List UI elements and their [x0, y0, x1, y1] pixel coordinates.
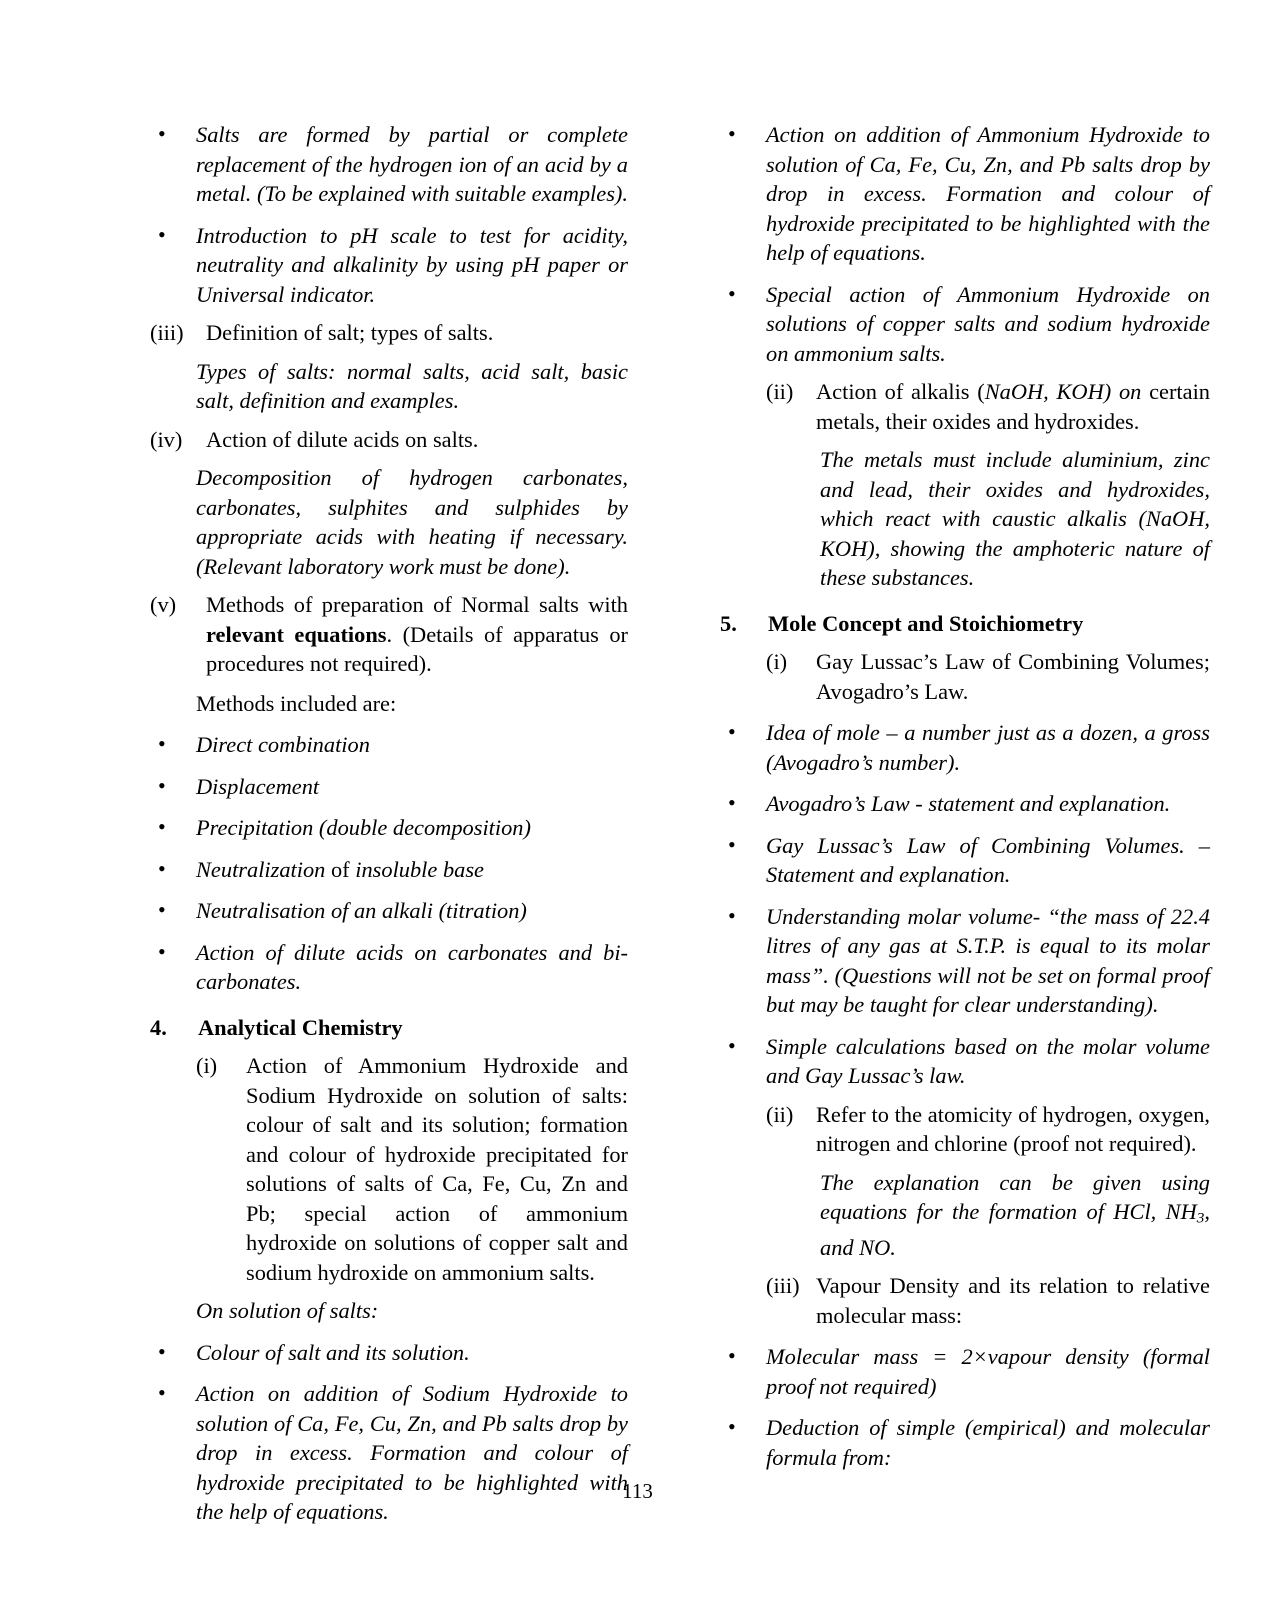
section-heading-5	[720, 609, 1210, 639]
method-insoluble-base: insoluble base	[355, 856, 484, 882]
item-marker: (i)	[766, 649, 788, 674]
list-item: • Avogadro’s Law - statement and explanation.	[720, 789, 1210, 819]
left-column	[150, 108, 640, 1527]
right-top-bullet-list	[720, 120, 1210, 368]
left-top-bullet-list	[150, 120, 628, 309]
item-text: Vapour Density and its relation to relative molecular mass:	[816, 1273, 1210, 1328]
item-marker: (v)	[150, 592, 177, 617]
item-text: Definition of salt; types of salts.	[206, 320, 494, 345]
on-solution-of-salts-note: On solution of salts:	[196, 1298, 379, 1323]
list-item: • Idea of mole – a number just as a dozen, a gross (Avogadro’s number).	[720, 718, 1210, 777]
section4-item-i	[196, 1051, 628, 1287]
section5-item-i	[766, 647, 1210, 706]
section-title: Mole Concept and Stoichiometry	[768, 610, 1084, 636]
list-item: • Precipitation (double decomposition)	[150, 813, 628, 843]
list-item: • Displacement	[150, 772, 628, 802]
section5-item-i-bullets	[720, 718, 1210, 1091]
note-text-b: , and NO.	[820, 1199, 1210, 1260]
note-text-a: The explanation can be given using equations for the formation of HCl, NH	[820, 1169, 1210, 1224]
section-title: Analytical Chemistry	[198, 1014, 403, 1040]
item-text	[206, 590, 628, 679]
list-item: • Special action of Ammonium Hydroxide on solutions of copper salts and sodium hydroxide on ammonium salts.	[720, 280, 1210, 369]
list-item: • Understanding molar volume- “the mass of 22.4 litres of any gas at S.T.P. is equal to its molar mass”. (Questions will not be set on formal proof but may be taught for clear understanding).	[720, 902, 1210, 1020]
section-number: 4.	[150, 1014, 167, 1040]
item-marker: (iv)	[150, 426, 183, 452]
item-marker: (i)	[196, 1053, 218, 1078]
item-text	[816, 377, 1210, 436]
item-marker: (ii)	[766, 379, 794, 404]
alkalis-formula: NaOH, KOH) on	[984, 379, 1142, 404]
two-column-body	[0, 108, 1275, 1527]
item-v-text-b: . (Details of apparatus or procedures not required).	[206, 621, 628, 676]
list-item: • Salts are formed by partial or complete replacement of the hydrogen ion of an acid by a metal. (To be explained with suitable examples).	[150, 120, 628, 209]
item-marker: (iii)	[150, 320, 184, 345]
list-item: • Molecular mass = 2×vapour density (formal proof not required)	[720, 1342, 1210, 1401]
item-text: Gay Lussac’s Law of Combining Volumes; Avogadro’s Law.	[816, 649, 1210, 704]
item-v	[150, 590, 628, 679]
method-of-connector: of	[325, 856, 356, 882]
item-marker: (ii)	[766, 1101, 794, 1127]
item-text: Action of Ammonium Hydroxide and Sodium Hydroxide on solution of salts: colour of salt and its solution; formation and colour of hydroxide precipitated for solutions of salts of Ca, Fe, Cu, Zn and Pb; special action of ammonium hydroxide on solutions of copper salt and sodium hydroxide on ammonium salts.	[246, 1053, 628, 1285]
list-item: • Action on addition of Sodium Hydroxide to solution of Ca, Fe, Cu, Zn, and Pb salts drop by drop in excess. Formation and colour of hydroxide precipitated to be highlighted with the help of equations.	[150, 1379, 628, 1527]
method-neutralization: Neutralization	[196, 856, 326, 882]
list-item: • Gay Lussac’s Law of Combining Volumes. – Statement and explanation.	[720, 831, 1210, 890]
list-item: • Action of dilute acids on carbonates and bi-carbonates.	[150, 938, 628, 997]
section5-item-ii	[766, 1100, 1210, 1159]
list-item: • Introduction to pH scale to test for acidity, neutrality and alkalinity by using pH paper or Universal indicator.	[150, 221, 628, 310]
section4-item-ii	[766, 377, 1210, 436]
item-text: Refer to the atomicity of hydrogen, oxygen, nitrogen and chlorine (proof not required).	[816, 1101, 1210, 1156]
alkalis-text-a: Action of alkalis (	[816, 379, 985, 404]
item-iv-note: Decomposition of hydrogen carbonates, carbonates, sulphites and sulphides by appropriate acids with heating if necessary. (Relevant laboratory work must be done).	[196, 465, 628, 579]
list-item	[150, 855, 628, 885]
alkalis-text-b: certain metals, their oxides and hydroxides.	[816, 379, 1210, 434]
item-iii	[150, 318, 628, 348]
list-item: • Colour of salt and its solution.	[150, 1338, 628, 1368]
list-item: • Direct combination	[150, 730, 628, 760]
subscript-three: 3	[1196, 1209, 1205, 1227]
item-ii-note: The metals must include aluminium, zinc and lead, their oxides and hydroxides, which react with caustic alkalis (NaOH, KOH), showing the amphoteric nature of these substances.	[820, 447, 1210, 590]
right-column	[720, 108, 1210, 1527]
methods-lead-in: Methods included are:	[196, 690, 397, 716]
list-item: • Neutralisation of an alkali (titration)	[150, 896, 628, 926]
list-item: • Simple calculations based on the molar volume and Gay Lussac’s law.	[720, 1032, 1210, 1091]
item-ii-equations-note	[820, 1168, 1210, 1263]
item-v-emphasis: relevant equations	[206, 621, 387, 647]
methods-bullet-list	[150, 730, 628, 997]
section-number: 5.	[720, 610, 737, 636]
section5-item-iii-bullets	[720, 1342, 1210, 1472]
item-iv	[150, 425, 628, 455]
section-heading-4	[150, 1013, 628, 1043]
item-v-text-a: Methods of preparation of Normal salts with	[206, 592, 628, 617]
list-item: • Deduction of simple (empirical) and molecular formula from:	[720, 1413, 1210, 1472]
page-number: 113	[622, 1479, 653, 1503]
item-marker: (iii)	[766, 1273, 800, 1299]
section5-item-iii	[766, 1271, 1210, 1330]
item-iii-note: Types of salts: normal salts, acid salt, basic salt, definition and examples.	[196, 358, 628, 413]
list-item: • Action on addition of Ammonium Hydroxide to solution of Ca, Fe, Cu, Zn, and Pb salts drop by drop in excess. Formation and colour of hydroxide precipitated to be highlighted with the help of equations.	[720, 120, 1210, 268]
item-text: Action of dilute acids on salts.	[206, 426, 479, 452]
